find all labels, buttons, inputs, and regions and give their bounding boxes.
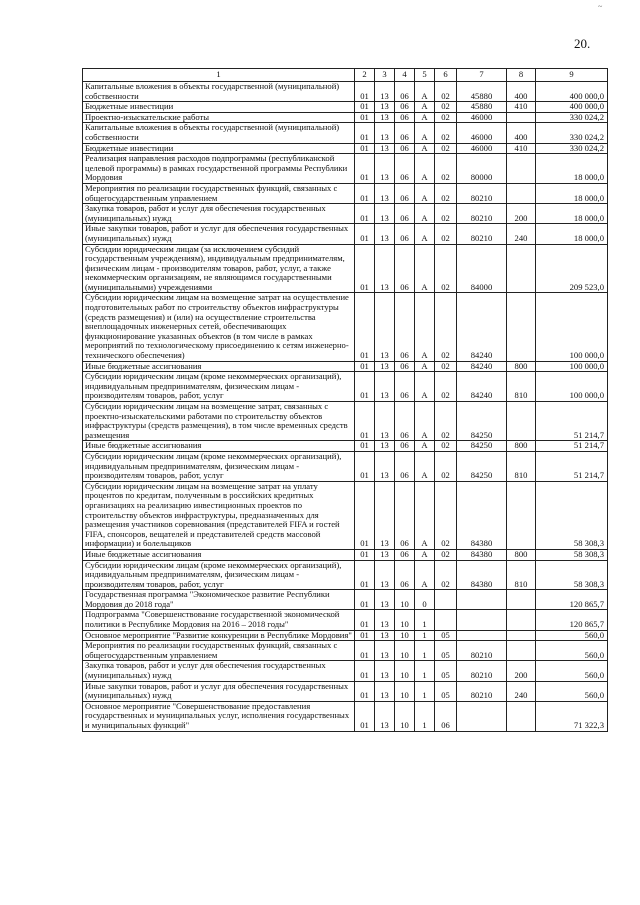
code-cell-7: 45880	[457, 82, 507, 102]
code-cell-5: А	[415, 560, 435, 590]
code-cell-7: 84240	[457, 361, 507, 372]
table-row	[83, 549, 608, 560]
code-cell-5: А	[415, 102, 435, 113]
code-cell-6: 02	[435, 549, 457, 560]
code-cell-3: 13	[375, 681, 395, 701]
amount-cell: 51 214,7	[536, 441, 608, 452]
code-cell-6: 05	[435, 641, 457, 661]
code-cell-8: 410	[507, 143, 536, 154]
code-cell-2: 01	[355, 82, 375, 102]
code-cell-3: 13	[375, 204, 395, 224]
code-cell-2: 01	[355, 204, 375, 224]
code-cell-4: 10	[395, 681, 415, 701]
row-name-cell: Субсидии юридическим лицам (кроме некоммерческих организаций), индивидуальным предпринимателям, физическим лицам - производителям товаров, работ, услуг	[83, 560, 355, 590]
code-cell-8: 810	[507, 451, 536, 481]
code-cell-7: 80210	[457, 224, 507, 244]
amount-cell: 58 308,3	[536, 481, 608, 549]
code-cell-3: 13	[375, 701, 395, 731]
code-cell-7: 46000	[457, 112, 507, 123]
row-name-cell: Бюджетные инвестиции	[83, 143, 355, 154]
row-name-cell: Капитальные вложения в объекты государственной (муниципальной) собственности	[83, 123, 355, 143]
row-name-cell: Иные бюджетные ассигнования	[83, 441, 355, 452]
code-cell-4: 10	[395, 610, 415, 630]
column-header-7: 7	[457, 69, 507, 82]
code-cell-4: 06	[395, 372, 415, 402]
column-header-3: 3	[375, 69, 395, 82]
row-name-cell: Субсидии юридическим лицам на возмещение затрат, связанных с проектно-изыскательскими работами по строительству объектов инфраструктуры (средств размещения), в том числе временных средств размещения	[83, 402, 355, 441]
code-cell-4: 06	[395, 244, 415, 293]
code-cell-6	[435, 590, 457, 610]
amount-cell: 100 000,0	[536, 293, 608, 361]
code-cell-6: 02	[435, 112, 457, 123]
code-cell-2: 01	[355, 590, 375, 610]
code-cell-4: 06	[395, 560, 415, 590]
code-cell-4: 06	[395, 112, 415, 123]
row-name-cell: Субсидии юридическим лицам на возмещение затрат на уплату процентов по кредитам, полученным в российских кредитных организациях на реализацию инвестиционных проектов по строительству объектов инфраструктуры, предназначенных для размещения участников соревнования (представителей FIFA и гостей FIFA, спонсоров, вещателей и представителей средств массовой информации) и болельщиков	[83, 481, 355, 549]
code-cell-4: 10	[395, 641, 415, 661]
code-cell-8	[507, 481, 536, 549]
code-cell-5: 0	[415, 590, 435, 610]
code-cell-4: 06	[395, 102, 415, 113]
row-name-cell: Закупка товаров, работ и услуг для обеспечения государственных (муниципальных) нужд	[83, 204, 355, 224]
table-row	[83, 481, 608, 549]
code-cell-7: 84380	[457, 549, 507, 560]
code-cell-2: 01	[355, 102, 375, 113]
row-name-cell: Субсидии юридическим лицам на возмещение затрат на осуществление подготовительных работ по строительству объектов инфраструктуры (средств размещения) и (или) на осуществление строительства внеплощадочных инженерных сетей, обеспечивающих функционирование указанных объектов (в том числе в рамках мероприятий по технологическому присоединению к сетям инженерно-технического обеспечения)	[83, 293, 355, 361]
amount-cell: 100 000,0	[536, 361, 608, 372]
code-cell-6: 05	[435, 630, 457, 641]
code-cell-8	[507, 293, 536, 361]
amount-cell: 330 024,2	[536, 143, 608, 154]
code-cell-4: 10	[395, 701, 415, 731]
row-name-cell: Государственная программа "Экономическое развитие Республики Мордовия до 2018 года"	[83, 590, 355, 610]
code-cell-8: 810	[507, 372, 536, 402]
code-cell-3: 13	[375, 372, 395, 402]
code-cell-4: 06	[395, 293, 415, 361]
code-cell-7	[457, 630, 507, 641]
code-cell-2: 01	[355, 224, 375, 244]
code-cell-5: А	[415, 154, 435, 184]
table-row	[83, 293, 608, 361]
table-row	[83, 154, 608, 184]
code-cell-8: 200	[507, 661, 536, 681]
code-cell-5: 1	[415, 641, 435, 661]
row-name-cell: Мероприятия по реализации государственных функций, связанных с общегосударственным управлением	[83, 641, 355, 661]
code-cell-7: 84380	[457, 481, 507, 549]
code-cell-6: 02	[435, 244, 457, 293]
code-cell-3: 13	[375, 293, 395, 361]
table-row	[83, 630, 608, 641]
code-cell-4: 06	[395, 82, 415, 102]
code-cell-4: 10	[395, 661, 415, 681]
column-header-2: 2	[355, 69, 375, 82]
code-cell-4: 06	[395, 441, 415, 452]
code-cell-3: 13	[375, 402, 395, 441]
code-cell-6: 02	[435, 451, 457, 481]
corner-mark: ~	[598, 2, 603, 11]
code-cell-2: 01	[355, 451, 375, 481]
amount-cell: 560,0	[536, 641, 608, 661]
code-cell-5: А	[415, 402, 435, 441]
table-row	[83, 82, 608, 102]
code-cell-7: 84240	[457, 372, 507, 402]
code-cell-5: А	[415, 481, 435, 549]
code-cell-5: А	[415, 361, 435, 372]
amount-cell: 330 024,2	[536, 112, 608, 123]
table-row	[83, 451, 608, 481]
table-row	[83, 641, 608, 661]
table-row	[83, 661, 608, 681]
code-cell-7: 80210	[457, 681, 507, 701]
table-row	[83, 372, 608, 402]
amount-cell: 209 523,0	[536, 244, 608, 293]
code-cell-7: 46000	[457, 123, 507, 143]
code-cell-4: 06	[395, 481, 415, 549]
code-cell-2: 01	[355, 154, 375, 184]
code-cell-6: 02	[435, 441, 457, 452]
code-cell-6: 06	[435, 701, 457, 731]
row-name-cell: Иные бюджетные ассигнования	[83, 361, 355, 372]
amount-cell: 58 308,3	[536, 549, 608, 560]
table-row	[83, 560, 608, 590]
code-cell-5: А	[415, 183, 435, 203]
table-row	[83, 224, 608, 244]
row-name-cell: Капитальные вложения в объекты государственной (муниципальной) собственности	[83, 82, 355, 102]
code-cell-2: 01	[355, 402, 375, 441]
code-cell-7: 84000	[457, 244, 507, 293]
code-cell-8	[507, 701, 536, 731]
code-cell-8: 240	[507, 681, 536, 701]
row-name-cell: Иные закупки товаров, работ и услуг для обеспечения государственных (муниципальных) нужд	[83, 681, 355, 701]
code-cell-8	[507, 641, 536, 661]
code-cell-4: 06	[395, 123, 415, 143]
table-row	[83, 123, 608, 143]
amount-cell: 400 000,0	[536, 102, 608, 113]
code-cell-6: 02	[435, 481, 457, 549]
code-cell-3: 13	[375, 481, 395, 549]
code-cell-5: А	[415, 549, 435, 560]
row-name-cell: Основное мероприятие "Совершенствование предоставления государственных и муниципальных услуг, исполнения государственных и муниципальных функций"	[83, 701, 355, 731]
code-cell-2: 01	[355, 143, 375, 154]
code-cell-4: 06	[395, 204, 415, 224]
code-cell-6: 02	[435, 204, 457, 224]
code-cell-3: 13	[375, 82, 395, 102]
code-cell-7: 84240	[457, 293, 507, 361]
code-cell-7	[457, 590, 507, 610]
code-cell-5: А	[415, 451, 435, 481]
code-cell-6: 05	[435, 661, 457, 681]
code-cell-4: 06	[395, 402, 415, 441]
table-header-row	[83, 69, 608, 82]
code-cell-3: 13	[375, 641, 395, 661]
code-cell-8	[507, 590, 536, 610]
code-cell-6: 02	[435, 224, 457, 244]
code-cell-2: 01	[355, 661, 375, 681]
amount-cell: 120 865,7	[536, 590, 608, 610]
code-cell-5: А	[415, 441, 435, 452]
code-cell-5: 1	[415, 661, 435, 681]
code-cell-3: 13	[375, 610, 395, 630]
table-row	[83, 402, 608, 441]
amount-cell: 71 322,3	[536, 701, 608, 731]
table-row	[83, 681, 608, 701]
code-cell-8: 810	[507, 560, 536, 590]
code-cell-2: 01	[355, 641, 375, 661]
table-row	[83, 102, 608, 113]
amount-cell: 51 214,7	[536, 402, 608, 441]
amount-cell: 51 214,7	[536, 451, 608, 481]
amount-cell: 18 000,0	[536, 204, 608, 224]
code-cell-8: 400	[507, 82, 536, 102]
row-name-cell: Субсидии юридическим лицам (кроме некоммерческих организаций), индивидуальным предпринимателям, физическим лицам - производителям товаров, работ, услуг	[83, 372, 355, 402]
code-cell-4: 06	[395, 154, 415, 184]
code-cell-3: 13	[375, 361, 395, 372]
row-name-cell: Бюджетные инвестиции	[83, 102, 355, 113]
amount-cell: 100 000,0	[536, 372, 608, 402]
code-cell-5: 1	[415, 681, 435, 701]
code-cell-3: 13	[375, 244, 395, 293]
amount-cell: 18 000,0	[536, 154, 608, 184]
code-cell-6: 02	[435, 293, 457, 361]
code-cell-7	[457, 701, 507, 731]
table-row	[83, 143, 608, 154]
code-cell-5: А	[415, 293, 435, 361]
column-header-6: 6	[435, 69, 457, 82]
row-name-cell: Иные бюджетные ассигнования	[83, 549, 355, 560]
code-cell-4: 10	[395, 630, 415, 641]
code-cell-6: 02	[435, 361, 457, 372]
code-cell-7: 80210	[457, 183, 507, 203]
code-cell-6: 05	[435, 681, 457, 701]
code-cell-8	[507, 244, 536, 293]
amount-cell: 560,0	[536, 681, 608, 701]
code-cell-3: 13	[375, 549, 395, 560]
code-cell-7: 46000	[457, 143, 507, 154]
column-header-9: 9	[536, 69, 608, 82]
code-cell-3: 13	[375, 590, 395, 610]
row-name-cell: Субсидии юридическим лицам (за исключением субсидий государственным учреждениям), индивидуальным предпринимателям, физическим лицам - производителям товаров, работ, услуг, а также некоммерческим организациям, не являющимся государственными (муниципальными) учреждениями	[83, 244, 355, 293]
code-cell-4: 06	[395, 224, 415, 244]
table-row	[83, 610, 608, 630]
table-body	[83, 82, 608, 732]
code-cell-8	[507, 630, 536, 641]
code-cell-5: А	[415, 112, 435, 123]
code-cell-3: 13	[375, 224, 395, 244]
code-cell-5: А	[415, 123, 435, 143]
row-name-cell: Подпрограмма "Совершенствование государственной экономической политики в Республике Мордовия на 2016 – 2018 годы"	[83, 610, 355, 630]
column-header-5: 5	[415, 69, 435, 82]
code-cell-2: 01	[355, 123, 375, 143]
code-cell-5: А	[415, 82, 435, 102]
amount-cell: 18 000,0	[536, 224, 608, 244]
code-cell-6: 02	[435, 82, 457, 102]
amount-cell: 400 000,0	[536, 82, 608, 102]
code-cell-8	[507, 183, 536, 203]
code-cell-4: 06	[395, 361, 415, 372]
table-row	[83, 361, 608, 372]
code-cell-6: 02	[435, 102, 457, 113]
code-cell-8: 200	[507, 204, 536, 224]
code-cell-2: 01	[355, 361, 375, 372]
code-cell-5: А	[415, 224, 435, 244]
budget-table	[82, 68, 608, 732]
code-cell-5: 1	[415, 630, 435, 641]
amount-cell: 120 865,7	[536, 610, 608, 630]
code-cell-6	[435, 610, 457, 630]
code-cell-5: А	[415, 244, 435, 293]
code-cell-5: А	[415, 204, 435, 224]
amount-cell: 560,0	[536, 661, 608, 681]
code-cell-3: 13	[375, 123, 395, 143]
code-cell-8: 240	[507, 224, 536, 244]
code-cell-4: 10	[395, 590, 415, 610]
code-cell-8	[507, 154, 536, 184]
code-cell-3: 13	[375, 143, 395, 154]
code-cell-3: 13	[375, 112, 395, 123]
code-cell-2: 01	[355, 630, 375, 641]
code-cell-7: 84250	[457, 441, 507, 452]
code-cell-3: 13	[375, 661, 395, 681]
code-cell-5: А	[415, 143, 435, 154]
code-cell-7: 84250	[457, 451, 507, 481]
table-row	[83, 590, 608, 610]
row-name-cell: Реализация направления расходов подпрограммы (республиканской целевой программы) в рамках государственной программы Республики Мордовия	[83, 154, 355, 184]
code-cell-6: 02	[435, 154, 457, 184]
code-cell-3: 13	[375, 154, 395, 184]
code-cell-7	[457, 610, 507, 630]
code-cell-7: 45880	[457, 102, 507, 113]
code-cell-4: 06	[395, 549, 415, 560]
code-cell-2: 01	[355, 610, 375, 630]
code-cell-3: 13	[375, 102, 395, 113]
code-cell-8	[507, 402, 536, 441]
row-name-cell: Мероприятия по реализации государственных функций, связанных с общегосударственным управлением	[83, 183, 355, 203]
code-cell-8: 400	[507, 123, 536, 143]
page-number: 20.	[574, 36, 591, 51]
code-cell-8	[507, 112, 536, 123]
row-name-cell: Иные закупки товаров, работ и услуг для обеспечения государственных (муниципальных) нужд	[83, 224, 355, 244]
code-cell-4: 06	[395, 143, 415, 154]
code-cell-2: 01	[355, 112, 375, 123]
row-name-cell: Проектно-изыскательские работы	[83, 112, 355, 123]
code-cell-8: 410	[507, 102, 536, 113]
row-name-cell: Субсидии юридическим лицам (кроме некоммерческих организаций), индивидуальным предпринимателям, физическим лицам - производителям товаров, работ, услуг	[83, 451, 355, 481]
code-cell-6: 02	[435, 183, 457, 203]
table-row	[83, 701, 608, 731]
code-cell-6: 02	[435, 123, 457, 143]
code-cell-5: 1	[415, 610, 435, 630]
code-cell-2: 01	[355, 441, 375, 452]
table-row	[83, 112, 608, 123]
code-cell-2: 01	[355, 560, 375, 590]
code-cell-5: А	[415, 372, 435, 402]
row-name-cell: Основное мероприятие "Развитие конкуренции в Республике Мордовия"	[83, 630, 355, 641]
code-cell-4: 06	[395, 451, 415, 481]
code-cell-5: 1	[415, 701, 435, 731]
code-cell-2: 01	[355, 701, 375, 731]
amount-cell: 330 024,2	[536, 123, 608, 143]
code-cell-3: 13	[375, 451, 395, 481]
code-cell-4: 06	[395, 183, 415, 203]
table-row	[83, 183, 608, 203]
code-cell-2: 01	[355, 244, 375, 293]
code-cell-7: 80000	[457, 154, 507, 184]
column-header-4: 4	[395, 69, 415, 82]
code-cell-8: 800	[507, 549, 536, 560]
table-row	[83, 244, 608, 293]
code-cell-7: 80210	[457, 204, 507, 224]
row-name-cell: Закупка товаров, работ и услуг для обеспечения государственных (муниципальных) нужд	[83, 661, 355, 681]
code-cell-6: 02	[435, 372, 457, 402]
code-cell-6: 02	[435, 560, 457, 590]
code-cell-8: 800	[507, 361, 536, 372]
code-cell-7: 80210	[457, 661, 507, 681]
amount-cell: 560,0	[536, 630, 608, 641]
code-cell-7: 80210	[457, 641, 507, 661]
code-cell-2: 01	[355, 293, 375, 361]
table-row	[83, 441, 608, 452]
code-cell-2: 01	[355, 372, 375, 402]
code-cell-3: 13	[375, 630, 395, 641]
table-row	[83, 204, 608, 224]
code-cell-7: 84380	[457, 560, 507, 590]
amount-cell: 18 000,0	[536, 183, 608, 203]
code-cell-8	[507, 610, 536, 630]
code-cell-8: 800	[507, 441, 536, 452]
code-cell-6: 02	[435, 402, 457, 441]
code-cell-2: 01	[355, 549, 375, 560]
code-cell-7: 84250	[457, 402, 507, 441]
code-cell-2: 01	[355, 681, 375, 701]
amount-cell: 58 308,3	[536, 560, 608, 590]
code-cell-3: 13	[375, 560, 395, 590]
code-cell-2: 01	[355, 481, 375, 549]
code-cell-6: 02	[435, 143, 457, 154]
code-cell-3: 13	[375, 183, 395, 203]
code-cell-2: 01	[355, 183, 375, 203]
column-header-1: 1	[83, 69, 355, 82]
column-header-8: 8	[507, 69, 536, 82]
code-cell-3: 13	[375, 441, 395, 452]
